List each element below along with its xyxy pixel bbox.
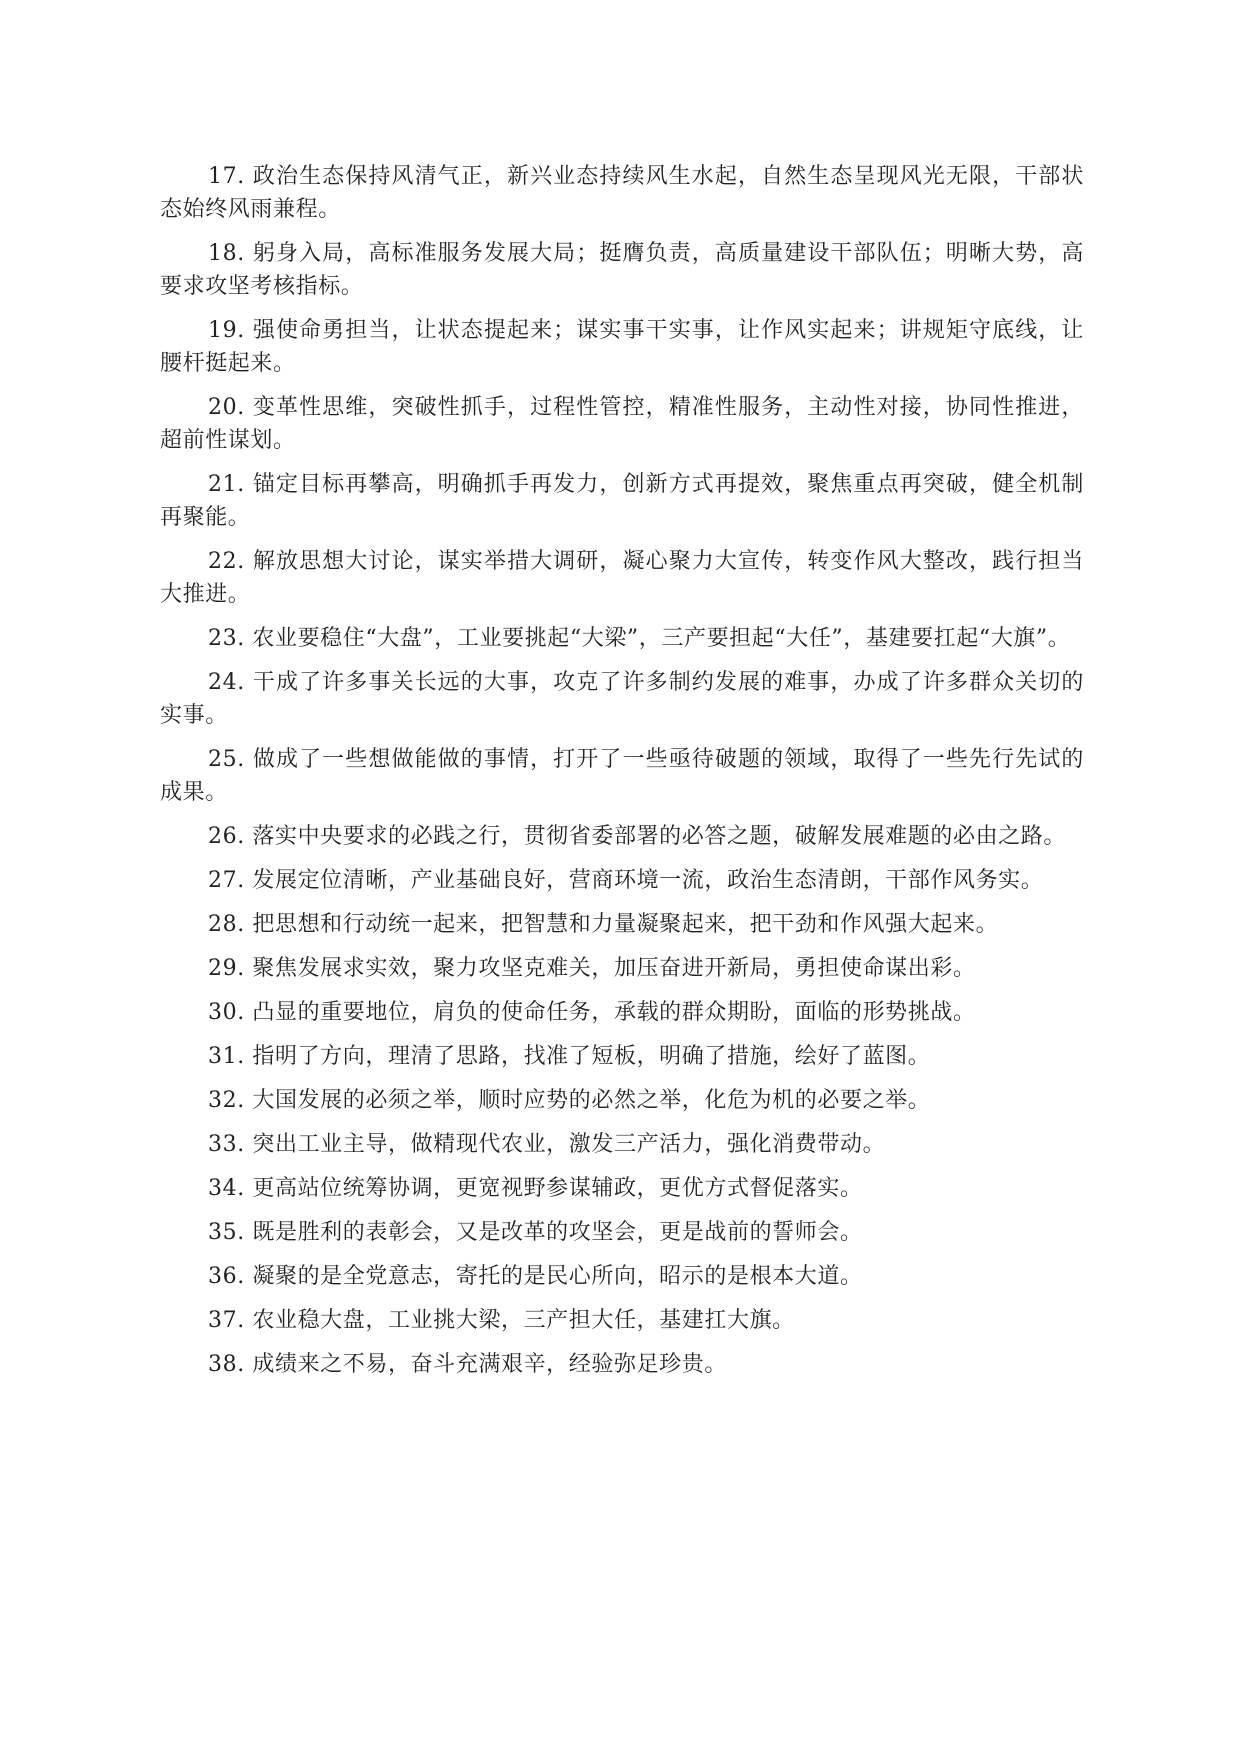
document-body [160,160,1084,1392]
list-item-29: 29. 聚焦发展求实效，聚力攻坚克难关，加压奋进开新局，勇担使命谋出彩。 [208,956,976,981]
list-item-17: 17. 政治生态保持风清气正，新兴业态持续风生水起，自然生态呈现风光无限，干部状态始终风雨兼程。 [160,164,1084,222]
list-item-27: 27. 发展定位清晰，产业基础良好，营商环境一流，政治生态清朗，干部作风务实。 [208,868,1044,893]
list-item-23: 23. 农业要稳住“大盘”，工业要挑起“大梁”，三产要担起“大任”，基建要扛起“大旗”。 [208,626,1071,651]
list-item-24: 24. 干成了许多事关长远的大事，攻克了许多制约发展的难事，办成了许多群众关切的实事。 [160,670,1084,728]
list-item-18: 18. 躬身入局，高标准服务发展大局；挺膺负责，高质量建设干部队伍；明晰大势，高要求攻坚考核指标。 [160,241,1084,299]
list-item-38: 38. 成绩来之不易，奋斗充满艰辛，经验弥足珍贵。 [208,1352,727,1377]
list-item-21: 21. 锚定目标再攀高，明确抓手再发力，创新方式再提效，聚焦重点再突破，健全机制再聚能。 [160,472,1084,530]
list-item-34: 34. 更高站位统筹协调，更宽视野参谋辅政，更优方式督促落实。 [208,1176,863,1201]
list-item-20: 20. 变革性思维，突破性抓手，过程性管控，精准性服务，主动性对接，协同性推进，超前性谋划。 [160,395,1084,453]
list-item-30: 30. 凸显的重要地位，肩负的使命任务，承载的群众期盼，面临的形势挑战。 [208,1000,976,1025]
list-item-25: 25. 做成了一些想做能做的事情，打开了一些亟待破题的领域，取得了一些先行先试的成果。 [160,747,1084,805]
list-item-26: 26. 落实中央要求的必践之行，贯彻省委部署的必答之题，破解发展难题的必由之路。 [208,824,1066,849]
list-item-35: 35. 既是胜利的表彰会，又是改革的攻坚会，更是战前的誓师会。 [208,1220,863,1245]
list-item-32: 32. 大国发展的必须之举，顺时应势的必然之举，化危为机的必要之举。 [208,1088,931,1113]
list-item-36: 36. 凝聚的是全党意志，寄托的是民心所向，昭示的是根本大道。 [208,1264,863,1289]
list-item-31: 31. 指明了方向，理清了思路，找准了短板，明确了措施，绘好了蓝图。 [208,1044,931,1069]
list-item-37: 37. 农业稳大盘，工业挑大梁，三产担大任，基建扛大旗。 [208,1308,795,1333]
list-item-28: 28. 把思想和行动统一起来，把智慧和力量凝聚起来，把干劲和作风强大起来。 [208,912,999,937]
list-item-19: 19. 强使命勇担当，让状态提起来；谋实事干实事，让作风实起来；讲规矩守底线，让腰杆挺起来。 [160,318,1084,376]
list-item-33: 33. 突出工业主导，做精现代农业，激发三产活力，强化消费带动。 [208,1132,886,1157]
list-item-22: 22. 解放思想大讨论，谋实举措大调研，凝心聚力大宣传，转变作风大整改，践行担当大推进。 [160,549,1084,607]
